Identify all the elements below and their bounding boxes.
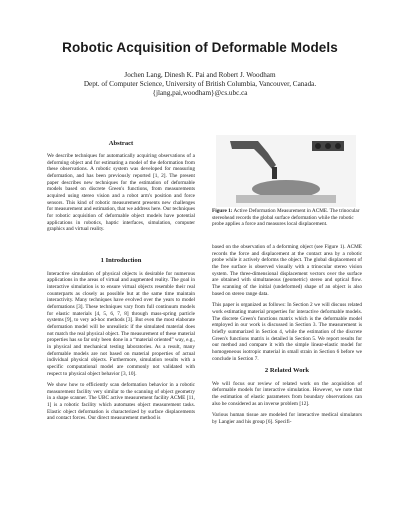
right-paragraph-2: This paper is organized as follows: In Section 2 we will discuss related work estimating material properties for interactive deformable models. The discrete Green's functions matrix which is the deformable model employed in our work is discussed in Section 3. The measurement is briefly summarized in Section 4, while the estimation of the discrete Green's functions matrix is detailed in Section 5. We report results for our method and compare it with the simple linear-elastic model for homogeneous isotropic material in small strain in Section 6 before we conclude in Section 7. bbox=[212, 302, 362, 362]
robot-probe-shape bbox=[272, 167, 277, 179]
right-column-body bbox=[212, 244, 362, 431]
figure-1-photo bbox=[216, 135, 356, 207]
figure-1-label: Figure 1: bbox=[212, 208, 233, 214]
author-list: Jochen Lang, Dinesh K. Pai and Robert J. Woodham bbox=[124, 71, 276, 79]
abstract-heading: Abstract bbox=[108, 140, 134, 147]
section-1-heading: 1 Introduction bbox=[100, 257, 142, 264]
section-2-heading: 2 Related Work bbox=[264, 367, 310, 375]
right-paragraph-1: based on the observation of a deforming object (see Figure 1). ACME records the force and displacement at the contact area by a robotic probe while it actively deforms the object. The global displacement of the free surface is observed visually with a trinocular stereo vision system. The three-dimensional displacement vectors over the surface are obtained with simultaneous (geometric) stereo and optical flow. The scanning of the initial (undeformed) shape of an object is also based on stereo range data. bbox=[212, 244, 362, 297]
intro-paragraph-1: Interactive simulation of physical objects is desirable for numerous applications in the areas of virtual and augmented reality. The goal in interactive simulation is to ensure virtual objects resemble their real counterparts as closely as possible but at the same time maintain interactivity. Many techniques have evolved over the years to model deformations [3]. These techniques vary from full continuum models for elastic materials [4, 5, 6, 7, 8] through mass-spring particle systems [9], to very ad-hoc methods [3]. But even the most elaborate deformation model will be unrealistic if the simulated material does not match the real physical object. The measurement of these material properties has so far only been done in a “material oriented” way, e.g., in physical and mechanical testing laboratories. As a result, many deformable models are not based on material properties of actual individual physical objects. Furthermore, simulation results with a specific computational model are commonly not validated with respect to physical object behavior [3, 10]. bbox=[47, 270, 195, 377]
left-column-body bbox=[47, 252, 195, 427]
affiliation: Dept. of Computer Science, University of British Columbia, Vancouver, Canada. bbox=[83, 80, 317, 88]
figure-1-caption bbox=[212, 208, 362, 228]
abstract-text: We describe techniques for automatically acquiring observations of a deforming object and for estimating a model of the deformation from these observations. A robotic system was developed for measuring deformation, and has been previously reported [1, 2]. The present paper describes new techniques for the estimation of deformable models based on discrete Green's functions, from measurements acquired using stereo vision and a robot arm's position and force sensors. This kind of robotic measurement presents new challenges for measurement and estimation, that we address here. Our techniques for robotic acquisition of deformable object models have potential applications in robotics, haptic interfaces, simulation, computer graphics and virtual reality. bbox=[47, 153, 195, 233]
intro-paragraph-2: We show how to efficiently scan deformation behavior in a robotic measurement facility very similar to the scanning of object geometry in a shape scanner. The UBC active measurement facility ACME [11, 1] is a robotic facility which automates object measurement tasks. Elastic object deformation is characterized by surface displacements and contact forces. Our direct measurement method is bbox=[47, 382, 195, 422]
author-email: {jlang,pai,woodham}@cs.ubc.ca bbox=[152, 89, 248, 97]
figure-1-caption-text: Active Deformation Measurement in ACME. The trinocular stereohead records the global surface deformation while the robotic probe applies a force and measures local displacement. bbox=[212, 208, 360, 228]
related-paragraph-1: We will focus our review of related work on the acquisition of deformable models for interactive simulation. However, we note that the estimation of elastic parameters from boundary observations can also be considered as an inverse problem [12]. bbox=[212, 380, 362, 407]
related-paragraph-2: Various human tissue are modeled for interactive medical simulators by Langier and his group [6]. Specifi- bbox=[212, 412, 362, 426]
paper-title: Robotic Acquisition of Deformable Models bbox=[62, 40, 338, 55]
